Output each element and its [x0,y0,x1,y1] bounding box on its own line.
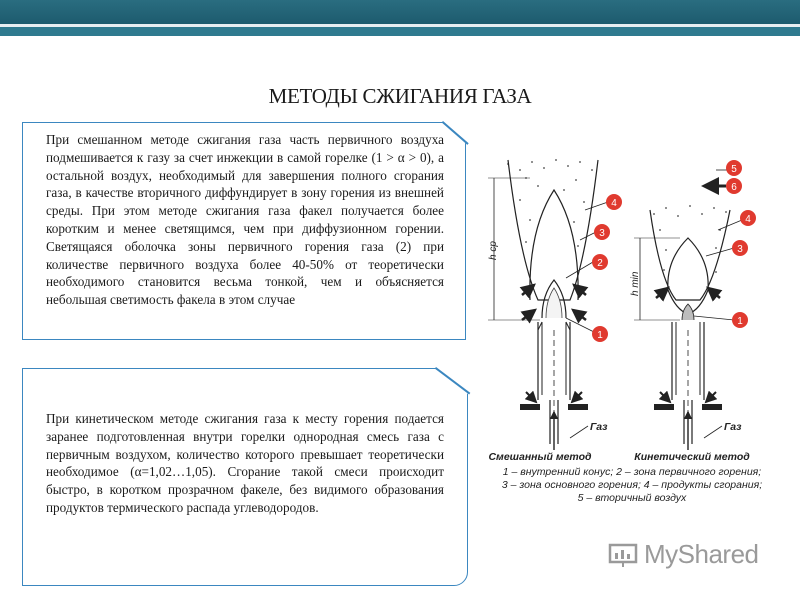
myshared-logo[interactable] [608,540,778,570]
header-bar [0,0,800,24]
brand-name: MyShared [644,539,759,569]
marker-3-right: 3 [737,244,743,255]
left-burner [488,159,608,450]
right-burner [630,170,742,450]
paragraph-kinetic-method: При кинетическом методе сжигания газа к месту горения подается заранее подготовленная внутри горелки однородная смесь газа с первичным воздухом, количество которого превышает теоретически необходимое (α=1,02…1,05). Сгорание такой смеси происходит быстро, в коротком прозрачном факеле, без видимого образования продуктов термического распада углеводородов. [46,411,444,515]
marker-2-left: 2 [597,258,603,269]
hcp-label: h cp [488,241,499,260]
marker-4-right: 4 [745,214,751,225]
marker-4-left: 4 [611,198,617,209]
method-label-mixed: Смешанный метод [488,451,592,463]
legend-line-3: 5 – вторичный воздух [577,491,687,504]
page-title: МЕТОДЫ СЖИГАНИЯ ГАЗА [268,84,532,108]
marker-1-right: 1 [737,316,743,327]
gas-label-right: Газ [724,421,742,433]
marker-6: 6 [731,182,737,193]
marker-3-left: 3 [599,228,605,239]
legend-line-1: 1 – внутренний конус; 2 – зона первичного горения; [502,466,762,478]
paragraph-mixed-method: При смешанном методе сжигания газа часть первичного воздуха подмешивается к газу за счет инжекции в самой горелке (1 > α > 0), а остальной воздух, необходимый для завершения полного сгорания газа, в качестве вторичного диффундирует в зону горения из внешней среды. При этом методе сжигания газа факел получается более коротким и менее светящимся, чем при диффузионном горении. Светящаяся оболочка зоны первичного горения газа (2) при количестве первичного воздуха более 40-50% от теоретически необходимого становится весьма тонкой, чем и объясняется небольшая светимость факела в этом случае [46,132,444,308]
legend-line-2: 3 – зона основного горения; 4 – продукты сгорания; [501,478,763,491]
gas-label-left: Газ [590,421,608,433]
presentation-icon [608,542,638,568]
header-stripe [0,27,800,36]
diagram-legend [482,466,782,504]
burner-diagram [480,150,780,514]
hmin-label: h min [630,271,641,296]
marker-1-left: 1 [597,330,603,341]
method-label-kinetic: Кинетический метод [634,451,750,463]
marker-5: 5 [731,164,737,175]
